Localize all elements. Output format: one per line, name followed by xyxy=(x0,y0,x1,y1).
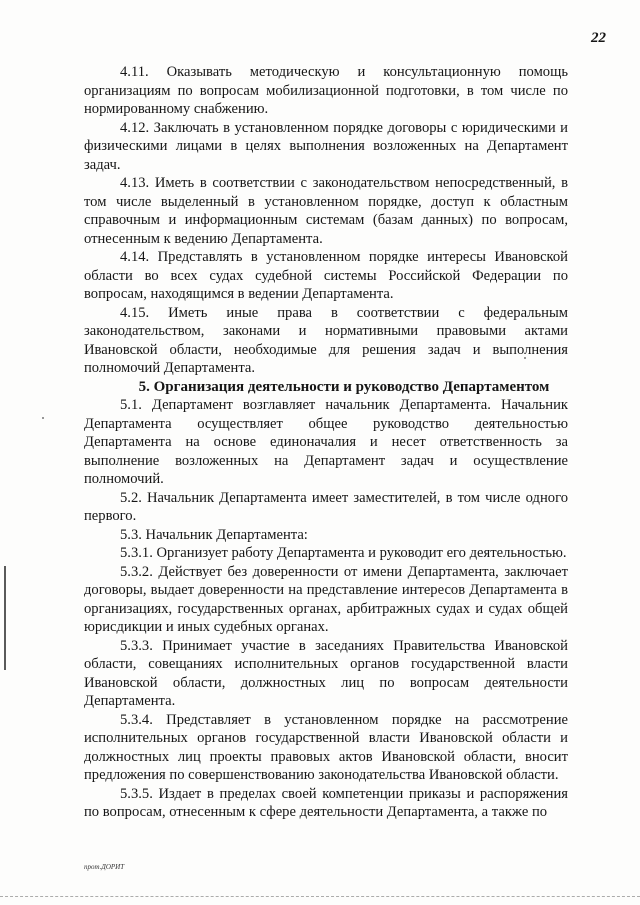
document-body xyxy=(84,63,568,822)
scan-artifact-left-bar xyxy=(4,566,6,670)
scan-artifact-dot xyxy=(42,417,44,419)
paragraph-5-3: 5.3. Начальник Департамента: xyxy=(120,526,308,543)
section-heading: 5. Организация деятельности и руководство Департаментом xyxy=(138,378,550,395)
footer-code: прот.ДОРИТ xyxy=(84,863,125,871)
paragraph-5-3-4: 5.3.4. Представляет в установленном порядке на рассмотрение исполнительных органов государственной власти Ивановской области и должностных лиц проекты правовых актов Ивановской области, вносит предложения по совершенствованию законодательства Ивановской области. xyxy=(84,711,568,783)
scan-bottom-edge xyxy=(0,896,640,900)
paragraph-5-1: 5.1. Департамент возглавляет начальник Департамента. Начальник Департамента осуществляет общее руководство деятельностью Департамента на основе единоначалия и несет ответственность за выполнение возложенных на Департамент задач и осуществление полномочий. xyxy=(84,397,568,487)
scan-artifact-dot xyxy=(524,357,526,359)
paragraph-4-12: 4.12. Заключать в установленном порядке договоры с юридическими и физическими лицами в целях выполнения возложенных на Департамент задач. xyxy=(84,119,568,173)
paragraph-4-13: 4.13. Иметь в соответствии с законодательством непосредственный, в том числе выделенный в установленном порядке, доступ к областным справочным и информационным системам (базам данных) по вопросам, отнесенным к ведению Департамента. xyxy=(84,175,568,247)
paragraph-5-3-5: 5.3.5. Издает в пределах своей компетенции приказы и распоряжения по вопросам, отнесенным к сфере деятельности Департамента, а также по xyxy=(84,785,568,820)
paragraph-5-3-2: 5.3.2. Действует без доверенности от имени Департамента, заключает договоры, выдает доверенности на представление интересов Департамента в организациях, государственных органах, арбитражных судах и судах общей юрисдикции и иных судебных органах. xyxy=(84,563,568,635)
paragraph-4-14: 4.14. Представлять в установленном порядке интересы Ивановской области во всех судах судебной системы Российской Федерации по вопросам, находящимся в ведении Департамента. xyxy=(84,249,568,302)
paragraph-5-3-1: 5.3.1. Организует работу Департамента и руководит его деятельностью. xyxy=(120,545,567,561)
paragraph-5-3-3: 5.3.3. Принимает участие в заседаниях Правительства Ивановской области, совещаниях исполнительных органов государственной власти Ивановской области, должностных лиц по вопросам деятельности Департамента. xyxy=(84,637,568,709)
paragraph-4-15: 4.15. Иметь иные права в соответствии с федеральным законодательством, законами и нормативными правовыми актами Ивановской области, необходимые для решения задач и выполнения полномочий Департамента. xyxy=(84,304,568,376)
paragraph-5-2: 5.2. Начальник Департамента имеет заместителей, в том числе одного первого. xyxy=(84,489,568,524)
paragraph-4-11: 4.11. Оказывать методическую и консультационную помощь организациям по вопросам мобилизационной подготовки, в том числе по нормированному снабжению. xyxy=(84,64,568,117)
page-number: 22 xyxy=(591,30,606,46)
